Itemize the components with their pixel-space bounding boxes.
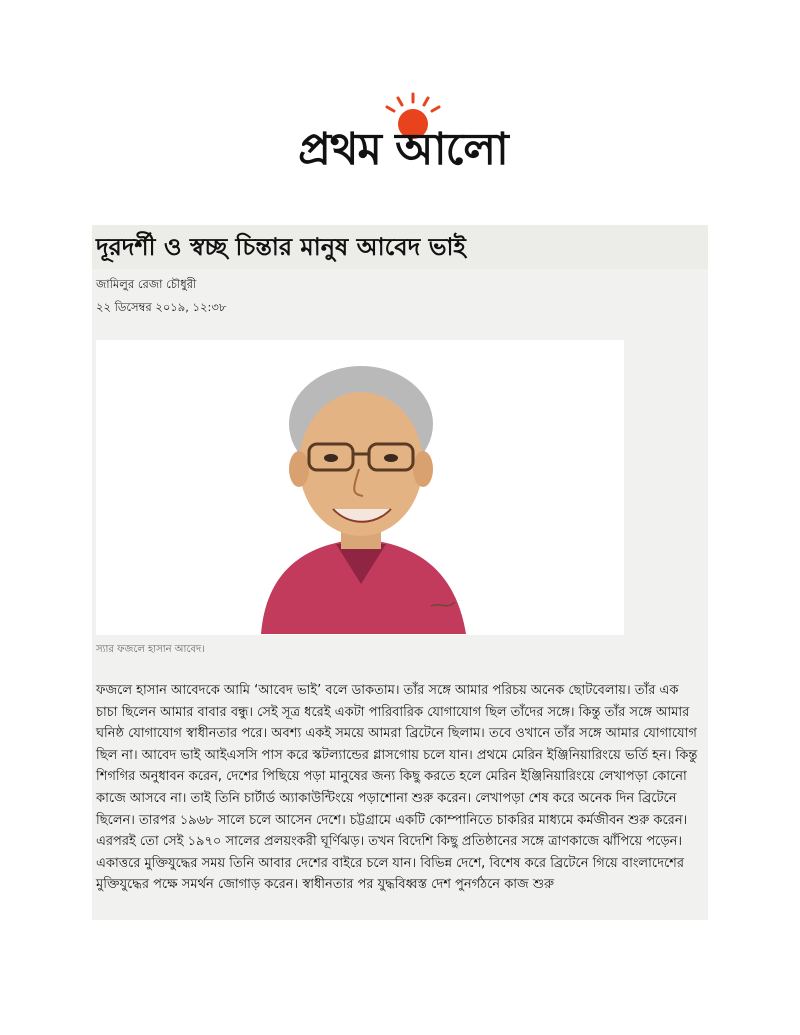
article-body xyxy=(96,680,704,896)
logo-wordmark: প্রথম আলো xyxy=(298,124,508,175)
portrait-illustration xyxy=(241,344,481,634)
article-paragraph: একাত্তরে মুক্তিযুদ্ধের সময় তিনি আবার দেশের বাইরে চলে যান। বিভিন্ন দেশে, বিশেষ করে ব্রিটেনে গিয়ে বাংলাদেশের মুক্তিযুদ্ধের পক্ষে সমর্থন জোগাড় করেন। স্বাধীনতার পর যুদ্ধবিধ্বস্ত দেশ পুনর্গঠনে কাজ শুরু xyxy=(96,855,685,893)
article xyxy=(92,225,708,920)
article-meta xyxy=(92,269,708,343)
photo-caption: স্যার ফজলে হাসান আবেদ। xyxy=(96,644,205,655)
article-photo xyxy=(96,340,624,635)
masthead xyxy=(228,92,578,184)
publish-date: ২২ ডিসেম্বর ২০১৯, ১২:৩৮ xyxy=(96,300,227,314)
article-paragraph: ফজলে হাসান আবেদকে আমি ‘আবেদ ভাই’ বলে ডাকতাম। তাঁর সঙ্গে আমার পরিচয় অনেক ছোটবেলায়। তাঁর এক চাচা ছিলেন আমার বাবার বন্ধু। সেই সূত্র ধরেই একটা পারিবারিক যোগাযোগ ছিল তাঁদের সঙ্গে। কিন্তু তাঁর সঙ্গে আমার ঘনিষ্ঠ যোগাযোগ স্বাধীনতার পরে। অবশ্য একই সময়ে আমরা ব্রিটেনে ছিলাম। তবে ওখানে তাঁর সঙ্গে আমার যোগাযোগ ছিল না। আবেদ ভাই আইএসসি পাস করে স্কটল্যান্ডের গ্লাসগোয় চলে যান। প্রথমে মেরিন ইঞ্জিনিয়ারিংয়ে ভর্তি হন। কিন্তু শিগগির অনুধাবন করেন, দেশের পিছিয়ে পড়া মানুষের জন্য কিছু করতে হলে মেরিন ইঞ্জিনিয়ারিংয়ে লেখাপড়া কোনো কাজে আসবে না। তাই তিনি চার্টার্ড অ্যাকাউন্টিংয়ে পড়াশোনা শুরু করেন। লেখাপড়া শেষ করে অনেক দিন ব্রিটেনে ছিলেন। তারপর ১৯৬৮ সালে চলে আসেন দেশে। চট্টগ্রামে একটি কোম্পানিতে চাকরির মাধ্যমে কর্মজীবন শুরু করেন। এরপরই তো সেই ১৯৭০ সালের প্রলয়ংকরী ঘূর্ণিঝড়। তখন বিদেশি কিছু প্রতিষ্ঠানের সঙ্গে ত্রাণকাজে ঝাঁপিয়ে পড়েন। xyxy=(96,683,698,850)
article-headline: দূরদর্শী ও স্বচ্ছ চিন্তার মানুষ আবেদ ভাই xyxy=(96,233,466,261)
author-byline[interactable]: জামিলুর রেজা চৌধুরী xyxy=(96,277,197,291)
headline-bar xyxy=(92,225,708,269)
